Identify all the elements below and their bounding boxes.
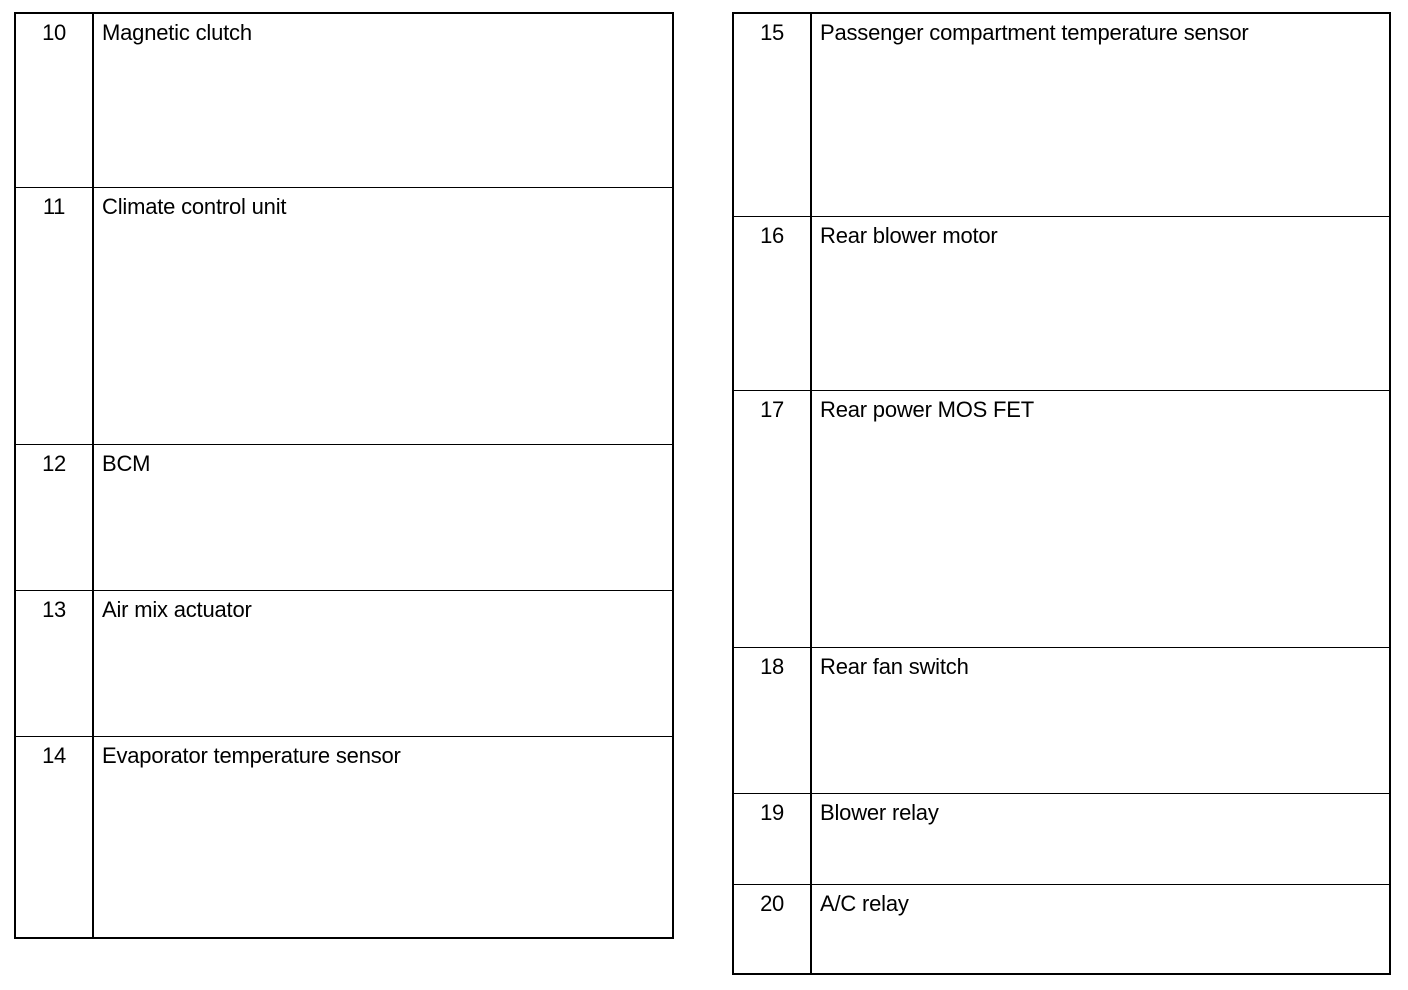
component-number: 17 bbox=[734, 391, 812, 647]
component-label: A/C relay bbox=[820, 891, 909, 916]
legend-row-13 bbox=[16, 590, 672, 736]
component-label: Climate control unit bbox=[102, 194, 287, 219]
component-number: 13 bbox=[16, 591, 94, 736]
legend-row-10 bbox=[16, 14, 672, 187]
component-legend-table-left bbox=[14, 12, 674, 939]
component-label: Air mix actuator bbox=[102, 597, 252, 622]
component-label: Passenger compartment temperature sensor bbox=[820, 20, 1249, 45]
legend-row-16 bbox=[734, 216, 1389, 390]
legend-row-15 bbox=[734, 14, 1389, 216]
component-number: 16 bbox=[734, 217, 812, 390]
legend-row-12 bbox=[16, 444, 672, 590]
component-number: 11 bbox=[16, 188, 94, 444]
component-label: Rear fan switch bbox=[820, 654, 969, 679]
legend-row-11 bbox=[16, 187, 672, 444]
component-number: 19 bbox=[734, 794, 812, 884]
component-label: Rear blower motor bbox=[820, 223, 998, 248]
component-legend-table-right bbox=[732, 12, 1391, 975]
component-number: 10 bbox=[16, 14, 94, 187]
component-label: Blower relay bbox=[820, 800, 939, 825]
component-label: Magnetic clutch bbox=[102, 20, 252, 45]
component-label: Rear power MOS FET bbox=[820, 397, 1035, 422]
legend-row-14 bbox=[16, 736, 672, 937]
legend-row-17 bbox=[734, 390, 1389, 647]
legend-row-19 bbox=[734, 793, 1389, 884]
legend-row-18 bbox=[734, 647, 1389, 793]
component-number: 18 bbox=[734, 648, 812, 793]
component-label: Evaporator temperature sensor bbox=[102, 743, 401, 768]
component-label: BCM bbox=[102, 451, 151, 476]
component-number: 15 bbox=[734, 14, 812, 216]
component-number: 12 bbox=[16, 445, 94, 590]
component-number: 14 bbox=[16, 737, 94, 937]
legend-row-20 bbox=[734, 884, 1389, 973]
component-number: 20 bbox=[734, 885, 812, 973]
